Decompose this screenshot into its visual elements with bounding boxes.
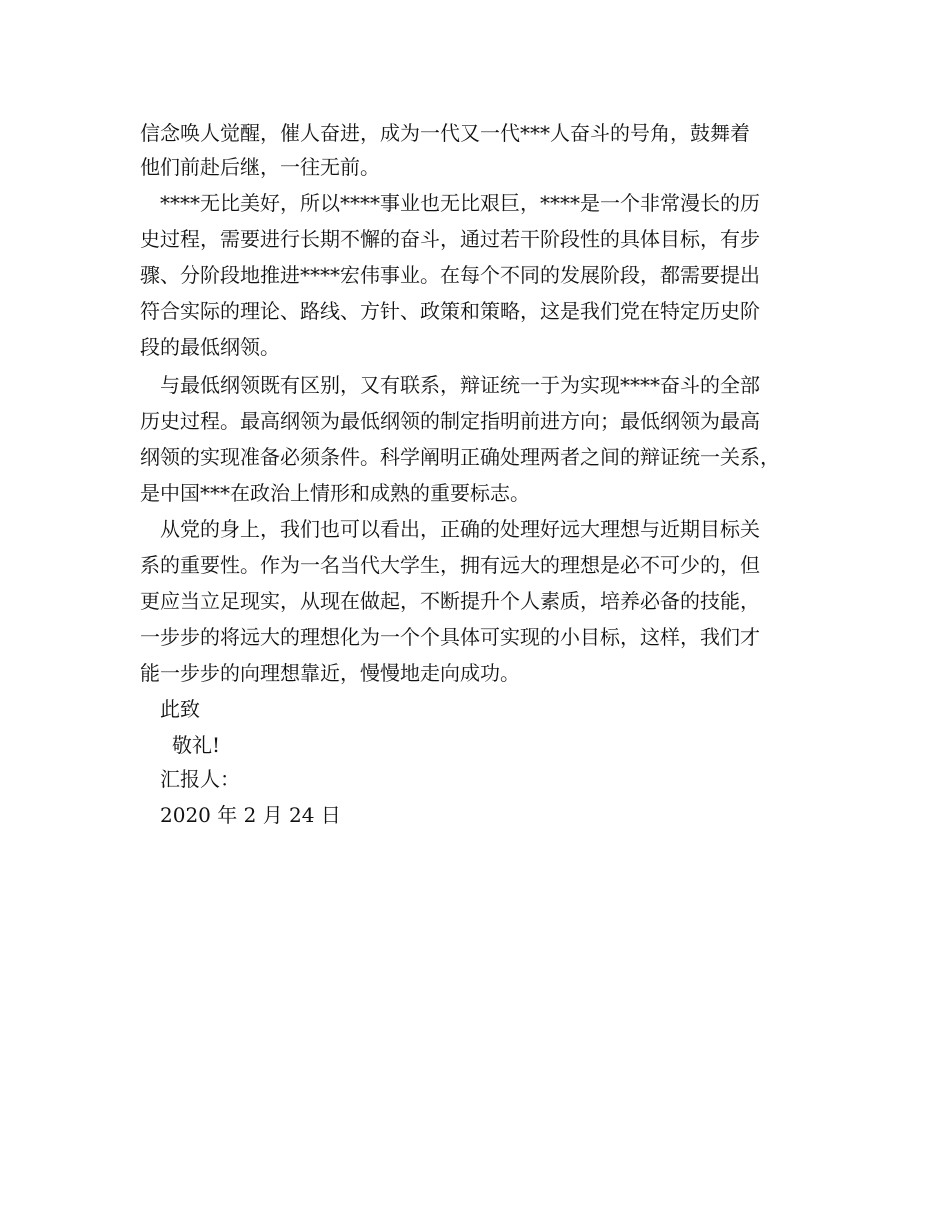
paragraph-4-line-3: 更应当立足现实，从现在做起，不断提升个人素质，培养必备的技能，	[140, 589, 760, 613]
paragraph-3-line-1: 与最低纲领既有区别，又有联系，辩证统一于为实现****奋斗的全部	[160, 373, 760, 397]
paragraph-2-line-2: 史过程，需要进行长期不懈的奋斗，通过若干阶段性的具体目标，有步	[140, 227, 760, 251]
paragraph-1-line-2: 他们前赴后继，一往无前。	[140, 155, 380, 179]
reporter-label: 汇报人：	[160, 767, 240, 791]
paragraph-2-line-3: 骤、分阶段地推进****宏伟事业。在每个不同的发展阶段，都需要提出	[140, 263, 760, 287]
paragraph-4-line-1: 从党的身上，我们也可以看出，正确的处理好远大理想与近期目标关	[160, 517, 760, 541]
paragraph-2-line-4: 符合实际的理论、路线、方针、政策和策略，这是我们党在特定历史阶	[140, 299, 760, 323]
paragraph-2-line-5: 段的最低纲领。	[140, 335, 280, 359]
report-date: 2020 年 2 月 24 日	[160, 803, 341, 827]
paragraph-3-line-4: 是中国***在政治上情形和成熟的重要标志。	[140, 481, 530, 505]
paragraph-3-line-2: 历史过程。最高纲领为最低纲领的制定指明前进方向；最低纲领为最高	[140, 409, 760, 433]
paragraph-2-line-1: ****无比美好，所以****事业也无比艰巨，****是一个非常漫长的历	[160, 191, 760, 215]
paragraph-4-line-2: 系的重要性。作为一名当代大学生，拥有远大的理想是必不可少的，但	[140, 553, 760, 577]
paragraph-4-line-4: 一步步的将远大的理想化为一个个具体可实现的小目标，这样，我们才	[140, 625, 760, 649]
closing-regards: 敬礼!	[172, 733, 221, 757]
paragraph-4-line-5: 能一步步的向理想靠近，慢慢地走向成功。	[140, 661, 520, 685]
paragraph-3-line-3: 纲领的实现准备必须条件。科学阐明正确处理两者之间的辩证统一关系，	[140, 445, 780, 469]
paragraph-1-line-1: 信念唤人觉醒，催人奋进，成为一代又一代***人奋斗的号角，鼓舞着	[140, 121, 750, 145]
closing-salutation: 此致	[160, 697, 200, 721]
